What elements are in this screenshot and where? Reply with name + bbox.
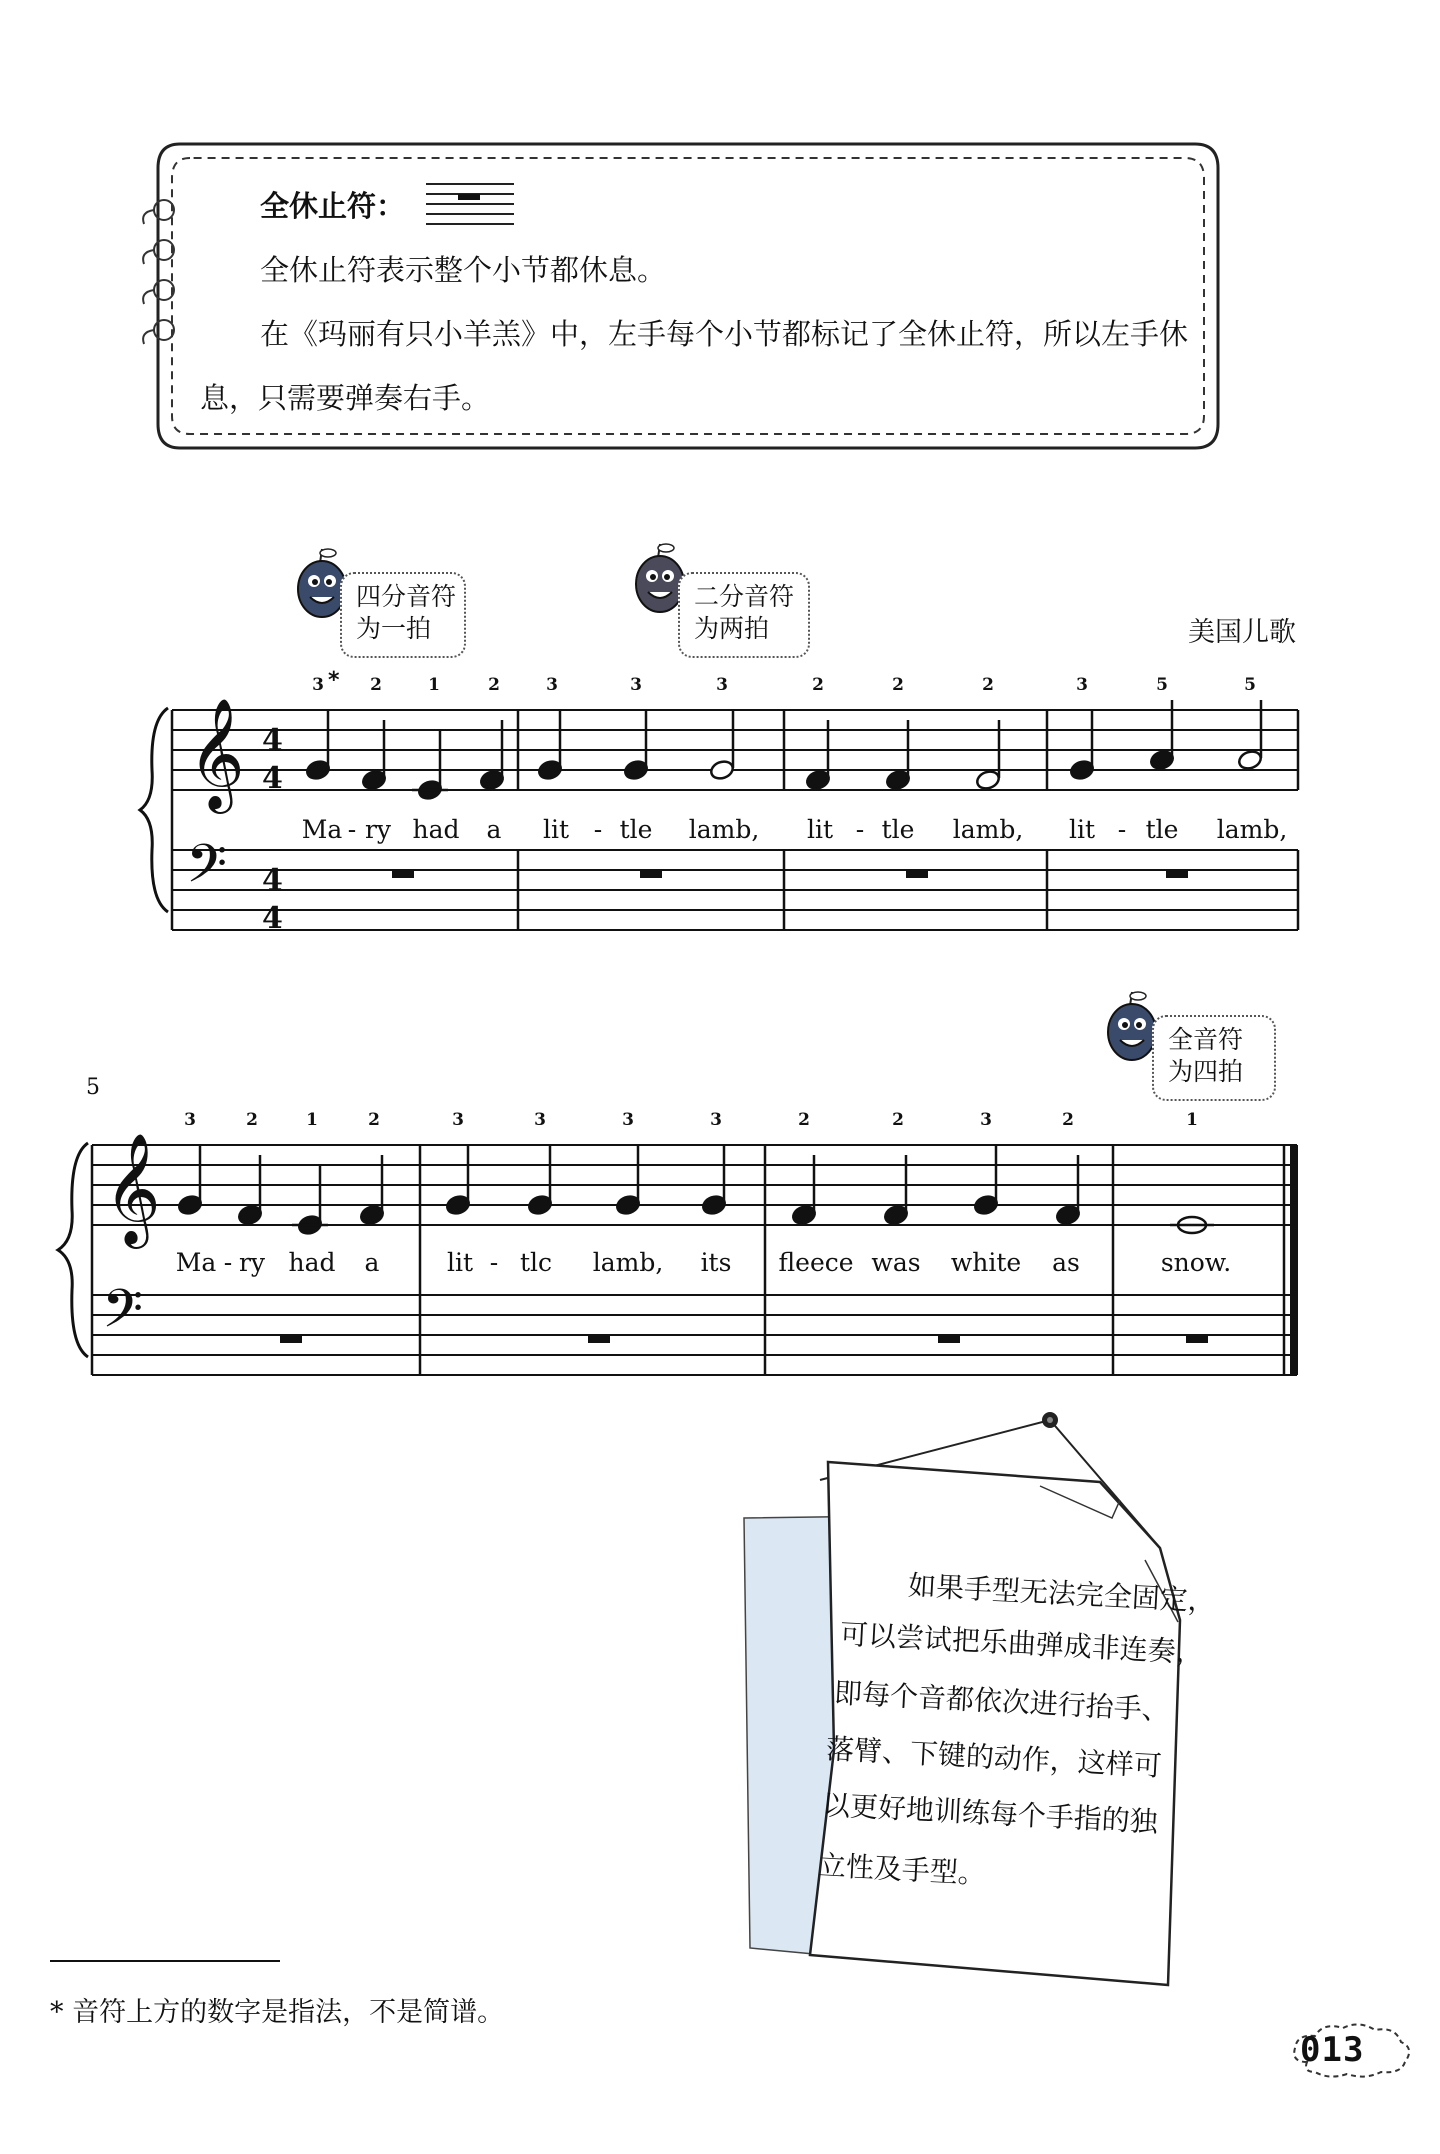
lyric: lamb, <box>592 1248 664 1277</box>
svg-text:4: 4 <box>262 901 283 936</box>
measure-number: 5 <box>86 1075 100 1100</box>
lyric: was <box>871 1248 921 1277</box>
fingering: 2 <box>982 675 994 695</box>
fingering: 3 <box>184 1110 196 1130</box>
lyric: Ma <box>175 1248 217 1277</box>
footnote-rule <box>50 1960 280 1962</box>
lyric: lamb, <box>1216 815 1288 844</box>
info-title: 全休止符： <box>260 189 406 223</box>
lyric: its <box>700 1248 732 1277</box>
fingering: 3 <box>534 1110 546 1130</box>
fingering: 2 <box>1062 1110 1074 1130</box>
lyric: - <box>489 1248 499 1277</box>
fingering: 1 <box>306 1110 318 1130</box>
fingering: 3 <box>452 1110 464 1130</box>
lyric: lamb, <box>688 815 760 844</box>
fingering: 5 <box>1156 675 1168 695</box>
svg-text:4: 4 <box>262 723 283 758</box>
fingering: 3 <box>630 675 642 695</box>
lyric: lamb, <box>952 815 1024 844</box>
fingering: 3 <box>546 675 558 695</box>
fingering: 3 <box>710 1110 722 1130</box>
half-note-bubble <box>678 572 810 658</box>
fingering: 2 <box>246 1110 258 1130</box>
whole-rest-staff-icon <box>422 178 518 234</box>
lyric: ry <box>238 1248 266 1277</box>
lyric: lit <box>1068 815 1096 844</box>
note-line-3: 即每个音都依次进行抬手、 <box>833 1676 1171 1727</box>
fingering: 1 <box>1186 1110 1198 1130</box>
lyric: as <box>1052 1248 1080 1277</box>
fingering: 3 <box>312 675 324 695</box>
note-line-2: 可以尝试把乐曲弹成非连奏， <box>839 1617 1205 1670</box>
fingering: 1 <box>428 675 440 695</box>
lyric: tle <box>1145 815 1179 844</box>
quarter-bubble-line2: 为一拍 <box>356 614 432 643</box>
lyric: tle <box>881 815 915 844</box>
fingering: 2 <box>892 675 904 695</box>
lyric: white <box>950 1248 1022 1277</box>
whole-bubble-line2: 为四拍 <box>1168 1057 1244 1086</box>
whole-bubble-line1: 全音符 <box>1168 1025 1244 1054</box>
lyric: - <box>1117 815 1127 844</box>
lyric: a <box>486 815 502 844</box>
lyric: lit <box>806 815 834 844</box>
fingering: 2 <box>368 1110 380 1130</box>
info-line-2: 在《玛丽有只小羊羔》中，左手每个小节都标记了全休止符，所以左手休 <box>260 317 1189 351</box>
lyric: had <box>412 815 460 844</box>
fingering: 3 <box>622 1110 634 1130</box>
fingering: 2 <box>798 1110 810 1130</box>
page-number: 013 <box>1300 2030 1365 2070</box>
fingering: 3 <box>980 1110 992 1130</box>
lyric: snow. <box>1160 1248 1232 1277</box>
fingering: 2 <box>370 675 382 695</box>
lyric: fleece <box>778 1248 854 1277</box>
note-line-5: 以更好地训练每个手指的独 <box>821 1788 1159 1839</box>
fingering: 2 <box>892 1110 904 1130</box>
fingering: 3 <box>716 675 728 695</box>
footnote: * 音符上方的数字是指法，不是简谱。 <box>50 1997 505 2028</box>
lyric: - <box>223 1248 233 1277</box>
info-box <box>150 136 1225 456</box>
lyric: lit <box>542 815 570 844</box>
info-line-1: 全休止符表示整个小节都休息。 <box>260 253 667 287</box>
quarter-note-bubble <box>340 572 466 658</box>
lyric: tlc <box>519 1248 553 1277</box>
note-line-1: 如果手型无法完全固定， <box>907 1568 1217 1619</box>
lyric: lit <box>446 1248 474 1277</box>
fingering: 3 <box>1076 675 1088 695</box>
lyric: - <box>593 815 603 844</box>
note-line-6: 立性及手型。 <box>817 1848 987 1891</box>
time-signature <box>262 723 283 936</box>
svg-text:𝄞: 𝄞 <box>104 1132 161 1244</box>
svg-text:𝄢: 𝄢 <box>102 1279 144 1353</box>
quarter-bubble-line1: 四分音符 <box>356 582 457 611</box>
svg-text:4: 4 <box>262 761 283 796</box>
whole-note-bubble <box>1152 1015 1276 1101</box>
note-line-4: 落臂、下键的动作，这样可 <box>825 1732 1163 1783</box>
lyric: had <box>288 1248 336 1277</box>
composer-label: 美国儿歌 <box>1188 617 1296 648</box>
half-bubble-line2: 为两拍 <box>694 614 770 643</box>
info-line-3: 息，只需要弹奏右手。 <box>200 381 491 415</box>
lyric: - <box>347 815 357 844</box>
svg-text:𝄞: 𝄞 <box>188 697 245 809</box>
fingering: 2 <box>812 675 824 695</box>
hanging-note-card <box>740 1400 1220 2000</box>
lyric: - <box>855 815 865 844</box>
fingering: 5 <box>1244 675 1256 695</box>
svg-text:4: 4 <box>262 863 283 898</box>
half-bubble-line1: 二分音符 <box>694 582 795 611</box>
svg-text:𝄢: 𝄢 <box>186 834 228 908</box>
fingering: 2 <box>488 675 500 695</box>
footnote-marker: * <box>328 668 340 693</box>
lyric: a <box>364 1248 380 1277</box>
lyric: Ma <box>301 815 343 844</box>
binder-rings-icon <box>132 196 192 356</box>
lyric: ry <box>364 815 392 844</box>
lyric: tle <box>619 815 653 844</box>
